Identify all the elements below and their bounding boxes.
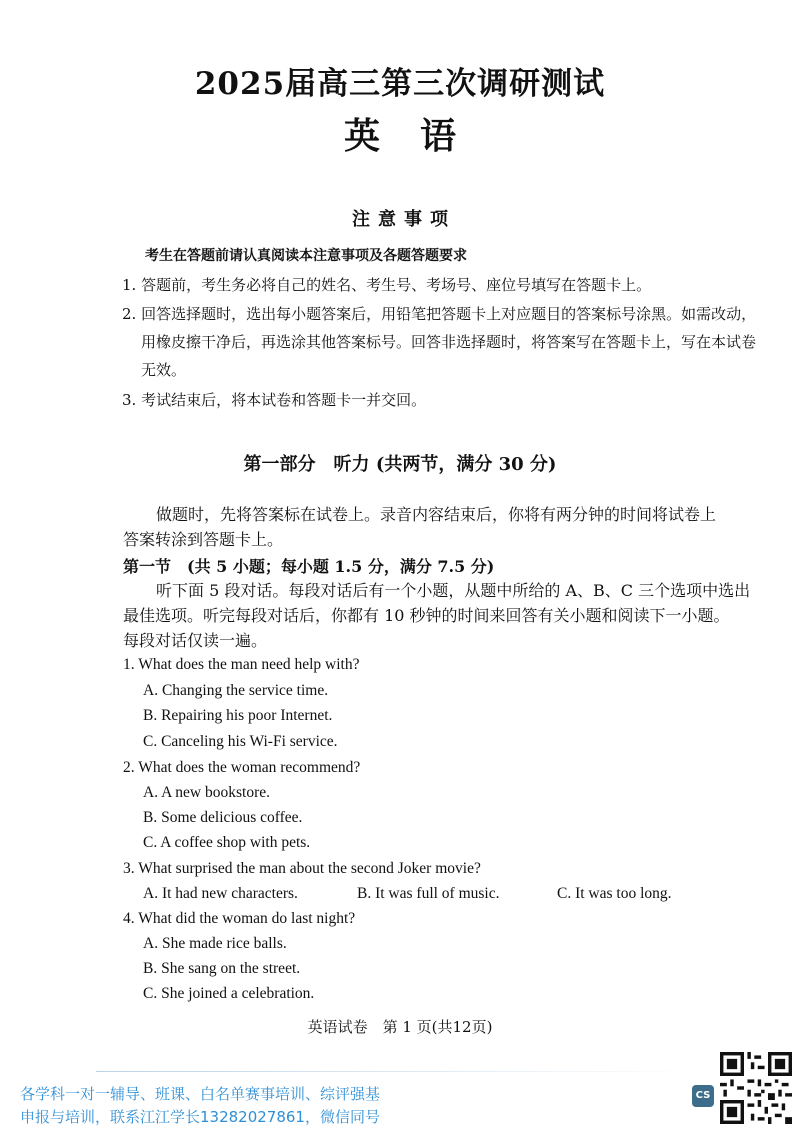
part-1-intro-line-2: 答案转涂到答题卡上。 — [123, 530, 284, 549]
notice-item-2-line-1: 2. 回答选择题时，选出每小题答案后，用铅笔把答题卡上对应题目的答案标号涂黑。如需改动， — [122, 305, 757, 323]
question-2-stem: 2. What does the woman recommend? — [123, 759, 361, 776]
notice-item-1: 1. 答题前，考生务必将自己的姓名、考生号、考场号、座位号填写在答题卡上。 — [122, 276, 652, 294]
exam-title: 2025届高三第三次调研测试 — [194, 66, 606, 102]
page-footer: 英语试卷 第 1 页(共12页) — [307, 1018, 493, 1036]
question-3-option-b: B. It was full of music. — [357, 885, 500, 902]
question-3-option-a: A. It had new characters. — [143, 885, 298, 902]
question-4-stem: 4. What did the woman do last night? — [123, 910, 356, 927]
promo-line-2: 申报与培训，联系江江学长13282027861，微信同号 — [20, 1108, 380, 1126]
question-1-option-b: B. Repairing his poor Internet. — [143, 707, 333, 724]
section-1-instructions-line-1: 听下面 5 段对话。每段对话后有一个小题，从题中所给的 A、B、C 三个选项中选出 — [156, 581, 751, 600]
question-2-option-c: C. A coffee shop with pets. — [143, 834, 311, 851]
notice-subtitle: 考生在答题前请认真阅读本注意事项及各题答题要求 — [145, 248, 467, 264]
section-1-instructions-line-2: 最佳选项。听完每段对话后，你都有 10 秒钟的时间来回答有关小题和阅读下一小题。 — [123, 606, 730, 625]
notice-heading: 注意事项 — [352, 209, 456, 230]
question-4-option-a: A. She made rice balls. — [143, 935, 287, 952]
qr-code-icon[interactable] — [720, 1052, 792, 1124]
part-1-intro-line-1: 做题时，先将答案标在试卷上。录音内容结束后，你将有两分钟的时间将试卷上 — [156, 505, 717, 524]
question-1-option-a: A. Changing the service time. — [143, 682, 329, 699]
question-3-stem: 3. What surprised the man about the second Joker movie? — [123, 860, 481, 877]
question-2-option-a: A. A new bookstore. — [143, 784, 271, 801]
notice-item-2-line-2: 用橡皮擦干净后，再选涂其他答案标号。回答非选择题时，将答案写在答题卡上，写在本试卷 — [141, 333, 757, 351]
promo-line-1: 各学科一对一辅导、班课、白名单赛事培训、综评强基 — [20, 1085, 381, 1103]
section-1-instructions-line-3: 每段对话仅读一遍。 — [123, 631, 268, 650]
subject-title: 英语 — [343, 115, 496, 157]
question-4-option-c: C. She joined a celebration. — [143, 985, 315, 1002]
scanner-badge-icon: CS — [692, 1085, 714, 1107]
part-1-title: 第一部分 听力 (共两节，满分 30 分) — [243, 454, 557, 475]
section-1-title: 第一节 (共 5 小题；每小题 1.5 分，满分 7.5 分) — [123, 557, 495, 576]
notice-item-3: 3. 考试结束后，将本试卷和答题卡一并交回。 — [122, 391, 427, 409]
question-4-option-b: B. She sang on the street. — [143, 960, 301, 977]
question-2-option-b: B. Some delicious coffee. — [143, 809, 303, 826]
question-1-option-c: C. Canceling his Wi-Fi service. — [143, 733, 338, 750]
question-1-stem: 1. What does the man need help with? — [123, 656, 360, 673]
notice-item-2-line-3: 无效。 — [141, 361, 187, 379]
question-3-option-c: C. It was too long. — [557, 885, 672, 902]
watermark-divider — [96, 1071, 696, 1072]
